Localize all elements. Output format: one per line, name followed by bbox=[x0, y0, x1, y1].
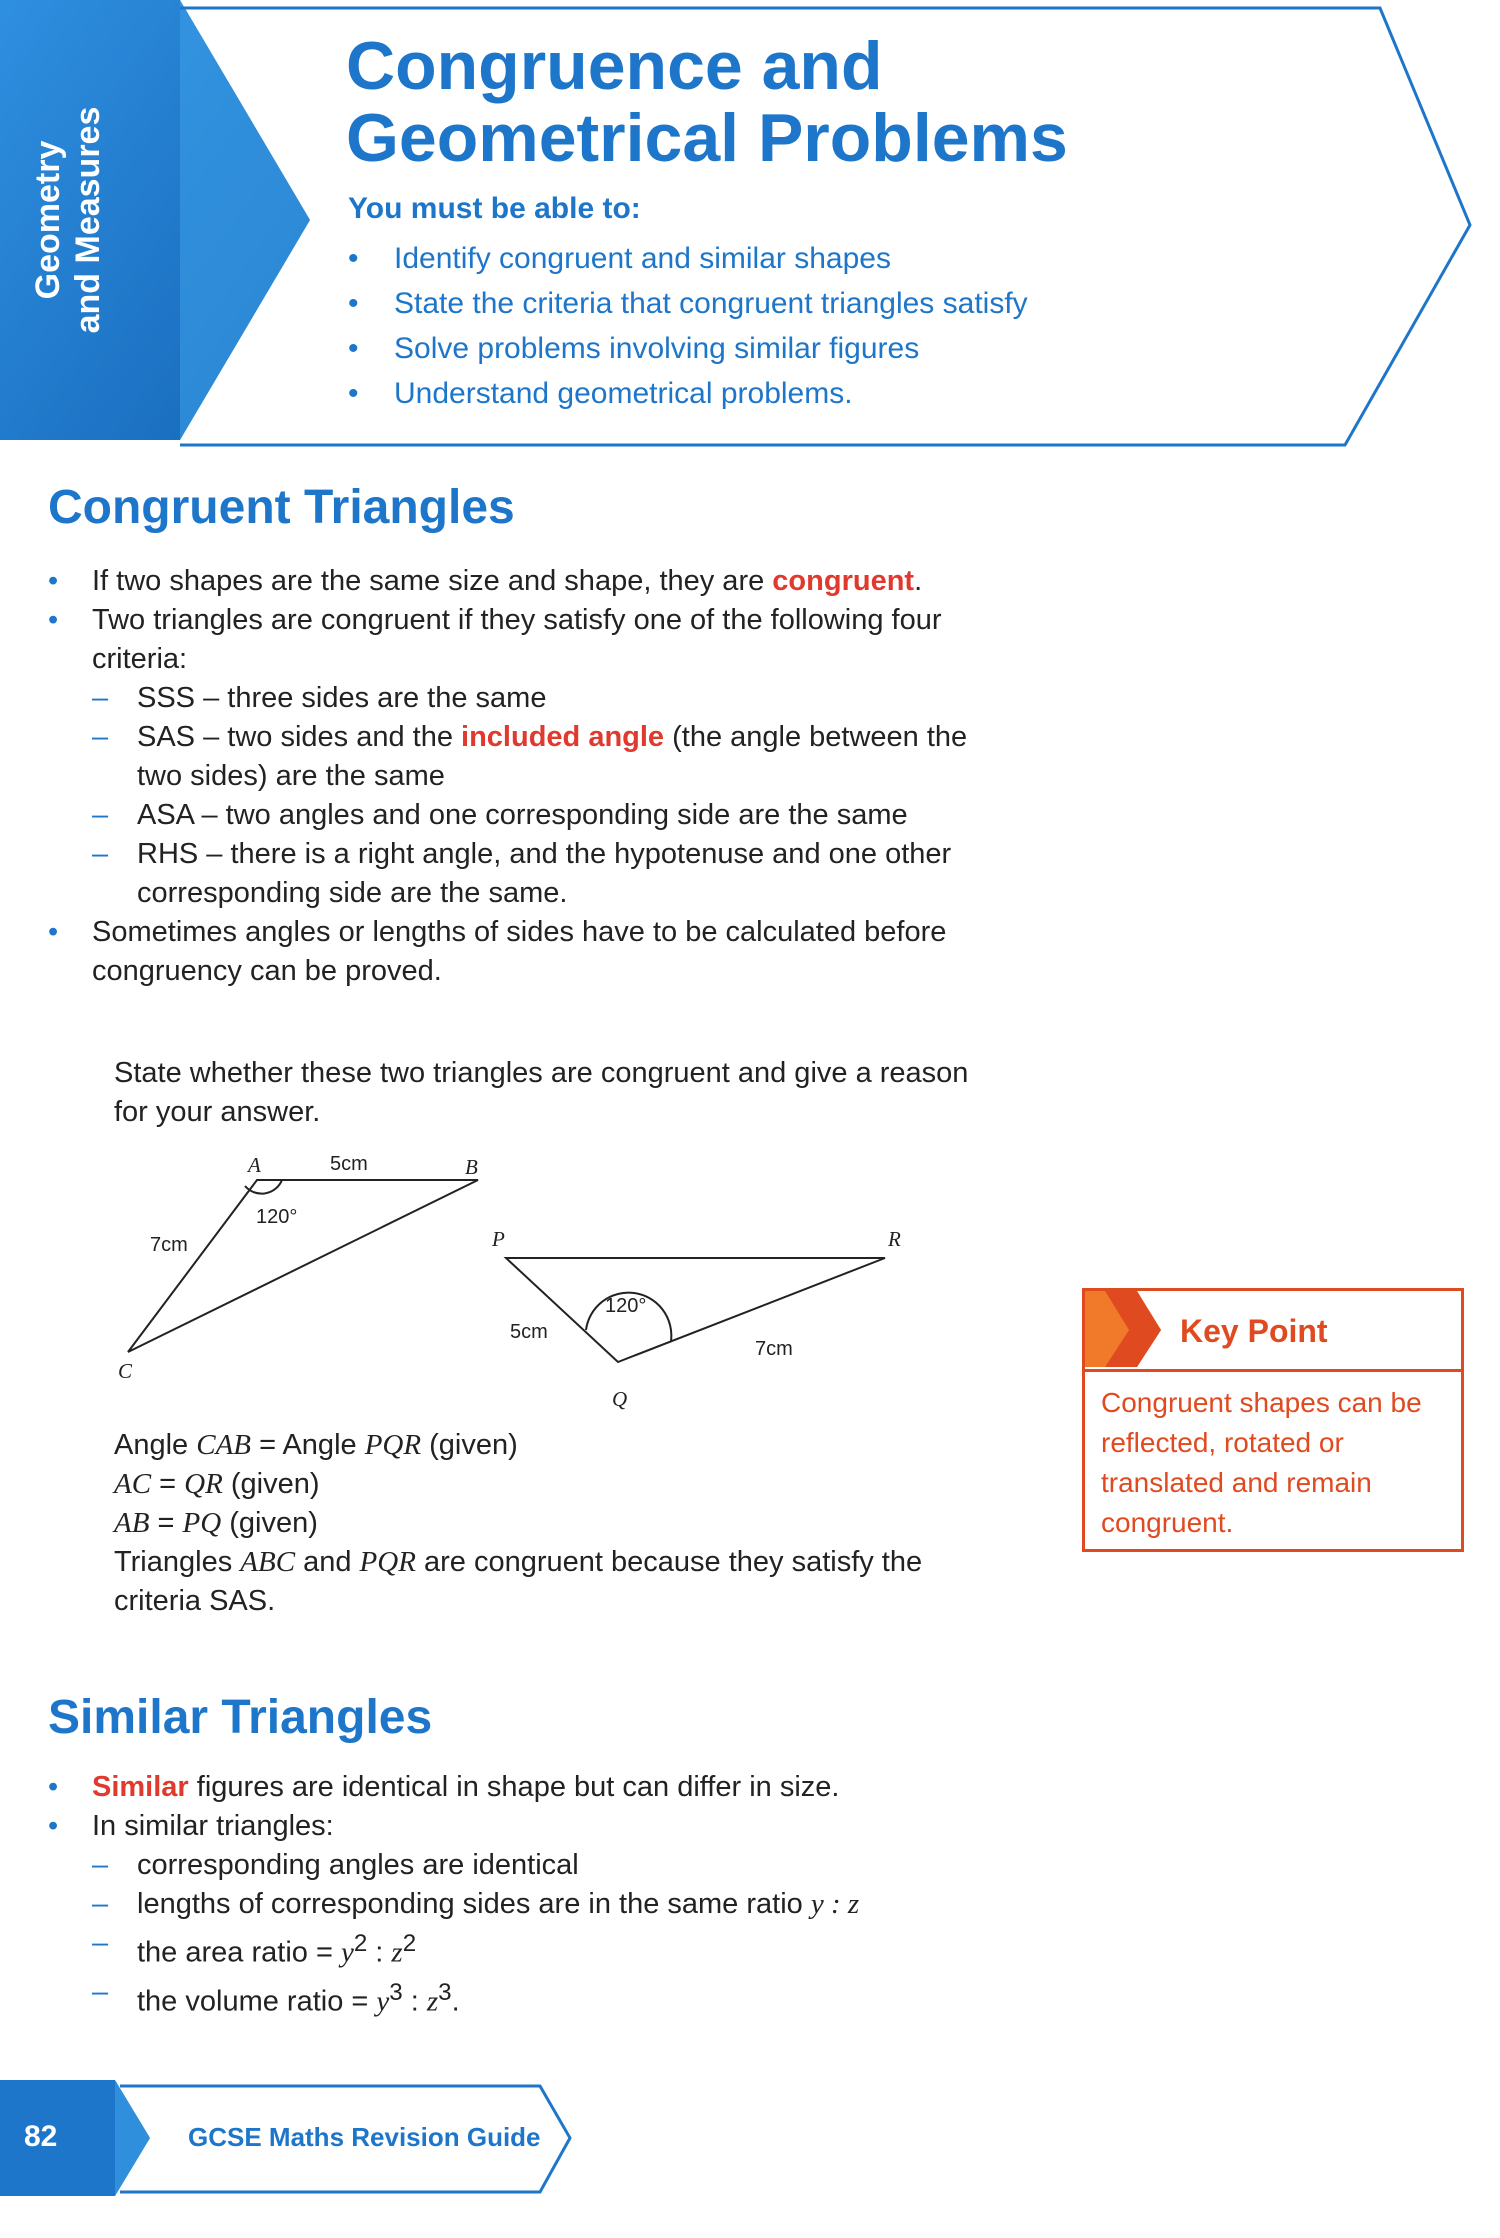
triangle-pqr bbox=[506, 1258, 885, 1362]
key-term: Similar bbox=[92, 1771, 189, 1803]
similar-list bbox=[48, 1768, 1008, 2021]
vertex-b: B bbox=[465, 1155, 478, 1179]
similar-properties bbox=[92, 1846, 1008, 2021]
angle-q-label: 120° bbox=[605, 1295, 647, 1317]
key-point-divider bbox=[1085, 1369, 1461, 1372]
objective-item: • State the criteria that congruent triangles satisfy bbox=[348, 281, 1028, 326]
property-item: – corresponding angles are identical bbox=[92, 1846, 1008, 1885]
side-qr-label: 7cm bbox=[755, 1338, 793, 1360]
triangle-abc bbox=[128, 1180, 478, 1352]
list-item: • In similar triangles: – corresponding angles are identical – lengths of corresponding sides are in the same ratio y : z – the area ratio = $y^2$ : $z^2$ – the volume ratio = $y^3$ : $z^3$. bbox=[48, 1807, 1008, 2021]
objective-item: • Identify congruent and similar shapes bbox=[348, 236, 1028, 281]
list-item: • Similar figures are identical in shape but can differ in size. bbox=[48, 1768, 1008, 1807]
property-item: – the area ratio = $y^2$ : $z^2$ bbox=[92, 1924, 1008, 1973]
key-point-arrow-icon bbox=[1085, 1291, 1165, 1369]
list-item: • Sometimes angles or lengths of sides have to be calculated before congruency can be proved. bbox=[48, 913, 1008, 991]
objective-item: • Understand geometrical problems. bbox=[348, 371, 1028, 416]
side-pq-label: 5cm bbox=[510, 1321, 548, 1343]
solution-line: AB = PQ (given) bbox=[114, 1507, 318, 1539]
side-ac-label: 7cm bbox=[150, 1234, 188, 1256]
solution-line: AC = QR (given) bbox=[114, 1468, 320, 1500]
criteria-item: – ASA – two angles and one corresponding side are the same bbox=[92, 796, 1008, 835]
page-number: 82 bbox=[24, 2120, 58, 2153]
vertex-q: Q bbox=[612, 1387, 628, 1411]
angle-a-label: 120° bbox=[256, 1206, 298, 1228]
objective-item: • Solve problems involving similar figures bbox=[348, 326, 1028, 371]
solution-line: Triangles ABC and PQR are congruent because they satisfy the criteria SAS. bbox=[114, 1546, 923, 1617]
congruent-heading: Congruent Triangles bbox=[48, 481, 515, 534]
book-title: GCSE Maths Revision Guide bbox=[188, 2122, 541, 2152]
key-term: included angle bbox=[461, 721, 665, 753]
page-title: Congruence and Geometrical Problems bbox=[346, 28, 1068, 176]
vertex-c: C bbox=[118, 1359, 133, 1383]
list-item: • If two shapes are the same size and shape, they are congruent. bbox=[48, 562, 1008, 601]
property-item: – lengths of corresponding sides are in the same ratio y : z bbox=[92, 1885, 1008, 1924]
section-tab-label: Geometry and Measures bbox=[29, 106, 107, 334]
similar-heading: Similar Triangles bbox=[48, 1691, 433, 1744]
congruent-list bbox=[48, 562, 1008, 991]
criteria-item: – SSS – three sides are the same bbox=[92, 679, 1008, 718]
objectives-label: You must be able to: bbox=[348, 192, 641, 225]
example-question: State whether these two triangles are congruent and give a reason for your answer. bbox=[114, 1057, 969, 1128]
solution-line: Angle CAB = Angle PQR (given) bbox=[114, 1429, 518, 1461]
side-ab-label: 5cm bbox=[330, 1153, 368, 1175]
angle-arc-a bbox=[245, 1180, 282, 1194]
list-item: • Two triangles are congruent if they satisfy one of the following four criteria: – SSS – three sides are the same – SAS – two sides and the included angle (the angle between the two sides) are the same – ASA – two angles and one corresponding side are the same – RHS – there is a right angle, and the hypotenuse and one other corresponding side are the same. bbox=[48, 601, 1008, 913]
example-solution bbox=[114, 1426, 974, 1621]
vertex-a: A bbox=[248, 1153, 261, 1177]
key-point-title: Key Point bbox=[1180, 1313, 1328, 1349]
vertex-p: P bbox=[492, 1227, 505, 1251]
criteria-list bbox=[92, 679, 1008, 913]
property-item: – the volume ratio = $y^3$ : $z^3$. bbox=[92, 1973, 1008, 2022]
key-point-box bbox=[1082, 1288, 1464, 1552]
criteria-item: – SAS – two sides and the included angle (the angle between the two sides) are the same bbox=[92, 718, 1008, 796]
triangles-diagram bbox=[110, 1140, 940, 1430]
key-term: congruent bbox=[772, 565, 915, 597]
vertex-r: R bbox=[888, 1227, 901, 1251]
objectives-list bbox=[348, 236, 1028, 416]
criteria-item: – RHS – there is a right angle, and the hypotenuse and one other corresponding side are the same. bbox=[92, 835, 1008, 913]
key-point-text: Congruent shapes can be reflected, rotated or translated and remain congruent. bbox=[1101, 1387, 1422, 1538]
